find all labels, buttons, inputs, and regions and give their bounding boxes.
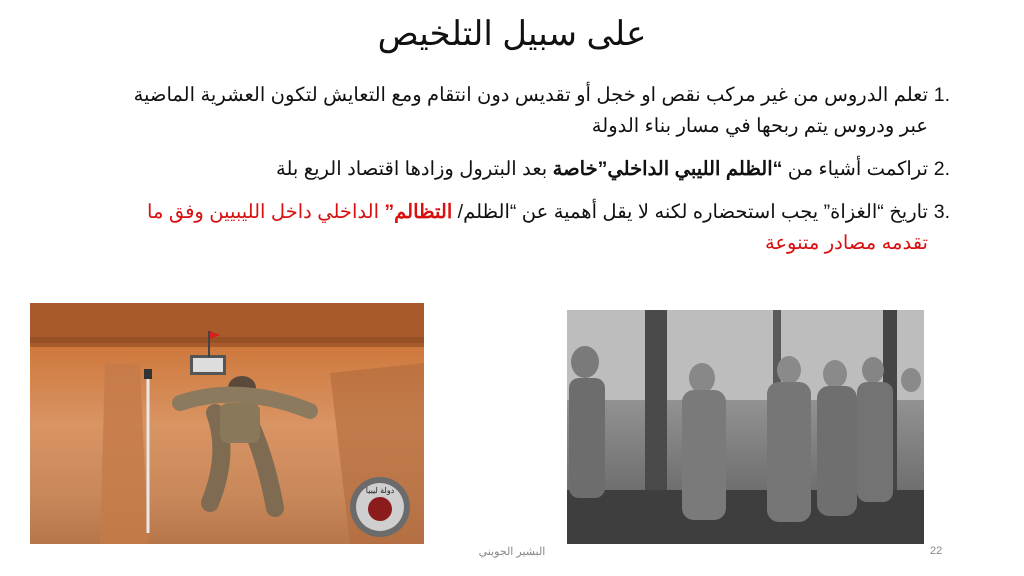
point-number: .1: [933, 84, 950, 106]
point-text: تاريخ “الغزاة” يجب استحضاره لكنه لا يقل أهمية عن “الظلم/: [452, 201, 928, 223]
point-3: [120, 197, 950, 259]
red-text: الداخلي داخل الليبيين وفق ما تقدمه مصادر متنوعة: [147, 201, 928, 254]
footer-author: البشير الجويني: [478, 546, 546, 558]
quote-close: ”: [597, 158, 608, 180]
slide-title: على سبيل التلخيص: [377, 15, 647, 53]
bold-word: خاصة: [552, 158, 598, 180]
red-bold-word: التظالم: [394, 201, 453, 223]
point-text: تراكمت أشياء من: [782, 158, 928, 180]
point-number: .2: [933, 158, 950, 180]
red-quote: ”: [384, 201, 395, 223]
historical-illustration: [567, 310, 924, 544]
point-1: [120, 80, 950, 142]
point-number: .3: [933, 201, 950, 223]
quote-open: “: [772, 158, 783, 180]
point-text: تعلم الدروس من غير مركب نقص او خجل أو تقديس دون انتقام ومع التعايش لتكون العشرية الماضية عبر ودروس يتم ربحها في مسار بناء الدولة: [133, 84, 928, 137]
point-2: [120, 154, 950, 185]
bold-phrase: الظلم الليبي الداخلي: [607, 158, 773, 180]
excavation-photo: [30, 303, 424, 544]
excavation-illustration: [30, 303, 424, 544]
historical-photo: [567, 310, 924, 544]
bullet-list: [120, 80, 950, 271]
badge-text: دولة ليبيا: [365, 486, 395, 495]
point-text-end: بعد البترول وزادها اقتصاد الريع بلة: [275, 158, 553, 180]
page-number: 22: [930, 545, 943, 557]
